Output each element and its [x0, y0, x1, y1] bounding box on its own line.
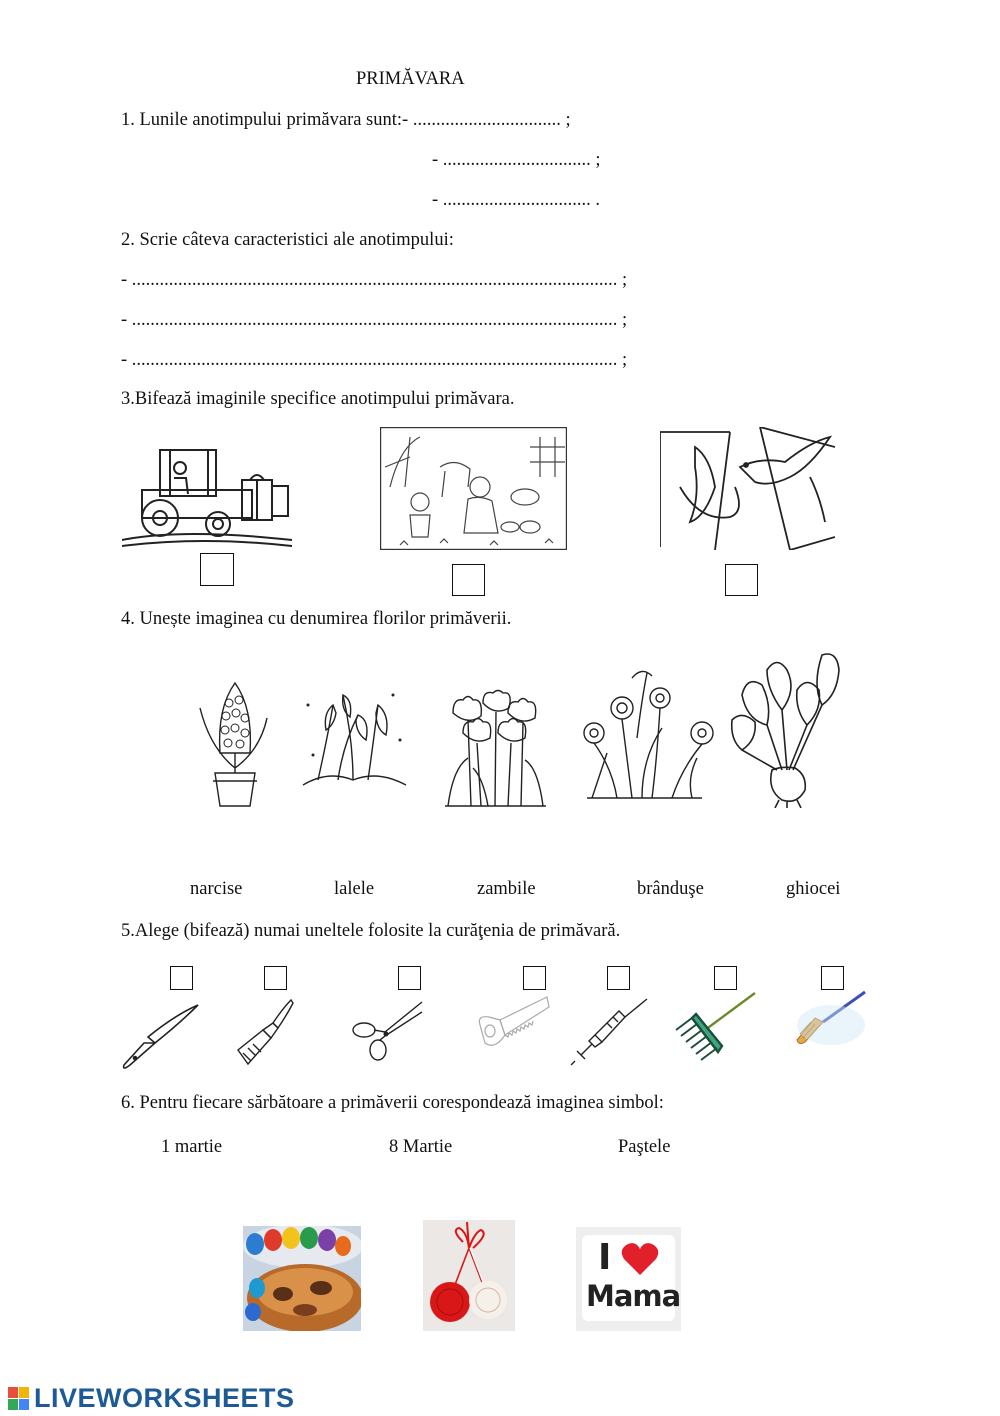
flower-word-branduse: brânduşe — [637, 879, 704, 899]
hyacinth-icon — [195, 678, 275, 808]
flower-word-lalele: lalele — [334, 879, 375, 899]
tractor-icon — [122, 440, 292, 550]
checkbox-syringe[interactable] — [607, 966, 630, 990]
q1-answer-line-2: - ................................ ; — [432, 150, 601, 170]
scissors-icon — [350, 1000, 425, 1062]
mama-sign-i: I — [598, 1237, 612, 1278]
checkbox-farm-scene[interactable] — [452, 564, 485, 596]
martisor-icon — [423, 1220, 515, 1331]
flower-word-zambile: zambile — [477, 879, 536, 899]
farm-scene-icon — [380, 427, 567, 550]
checkbox-tractor[interactable] — [200, 553, 234, 586]
checkbox-knife[interactable] — [170, 966, 193, 990]
daffodils-icon — [572, 668, 720, 803]
q2-answer-line: - ......................................................................................................... ; — [121, 310, 628, 330]
snowdrop-icon — [298, 685, 410, 795]
holiday-pastele: Paştele — [618, 1137, 671, 1157]
checkbox-paintbrush[interactable] — [264, 966, 287, 990]
heart-icon — [620, 1241, 660, 1277]
crocus-icon — [727, 650, 842, 808]
rake-icon — [670, 990, 758, 1065]
easter-bread-icon — [243, 1226, 361, 1331]
liveworksheets-badge-icon — [8, 1387, 30, 1411]
flower-word-narcise: narcise — [190, 879, 243, 899]
tulips-icon — [443, 688, 548, 808]
liveworksheets-logo-text: LIVEWORKSHEETS — [34, 1383, 295, 1413]
q2-text: 2. Scrie câteva caracteristici ale anotimpului: — [121, 230, 454, 250]
q3-text: 3.Bifează imaginile specifice anotimpului primăvara. — [121, 389, 515, 409]
page-title: PRIMĂVARA — [356, 69, 465, 89]
holiday-8-martie: 8 Martie — [389, 1137, 453, 1157]
checkbox-swallows[interactable] — [725, 564, 758, 596]
knife-icon — [120, 1003, 200, 1073]
checkbox-saw[interactable] — [523, 966, 546, 990]
broom-icon — [795, 990, 867, 1048]
saw-icon — [475, 995, 550, 1055]
q2-answer-line: - ......................................................................................................... ; — [121, 270, 628, 290]
paintbrush-icon — [233, 998, 295, 1068]
checkbox-rake[interactable] — [714, 966, 737, 990]
q4-text: 4. Unește imaginea cu denumirea florilor primăverii. — [121, 609, 512, 629]
q1-answer-line-3: - ................................ . — [432, 190, 601, 210]
q5-text: 5.Alege (bifează) numai uneltele folosite la curăţenia de primăvară. — [121, 921, 621, 941]
q6-text: 6. Pentru fiecare sărbătoare a primăverii corespondează imaginea simbol: — [121, 1093, 664, 1113]
syringe-icon — [567, 997, 649, 1069]
i-love-mama-icon — [576, 1227, 681, 1331]
mama-sign-text: Mama — [586, 1279, 681, 1313]
q2-answer-line: - ......................................................................................................... ; — [121, 350, 628, 370]
checkbox-scissors[interactable] — [398, 966, 421, 990]
checkbox-broom[interactable] — [821, 966, 844, 990]
liveworksheets-logo[interactable] — [8, 1383, 295, 1414]
flower-word-ghiocei: ghiocei — [786, 879, 841, 899]
holiday-1-martie: 1 martie — [161, 1137, 223, 1157]
swallows-icon — [660, 427, 835, 550]
q1-text: 1. Lunile anotimpului primăvara sunt:- ................................ ; — [121, 110, 571, 130]
